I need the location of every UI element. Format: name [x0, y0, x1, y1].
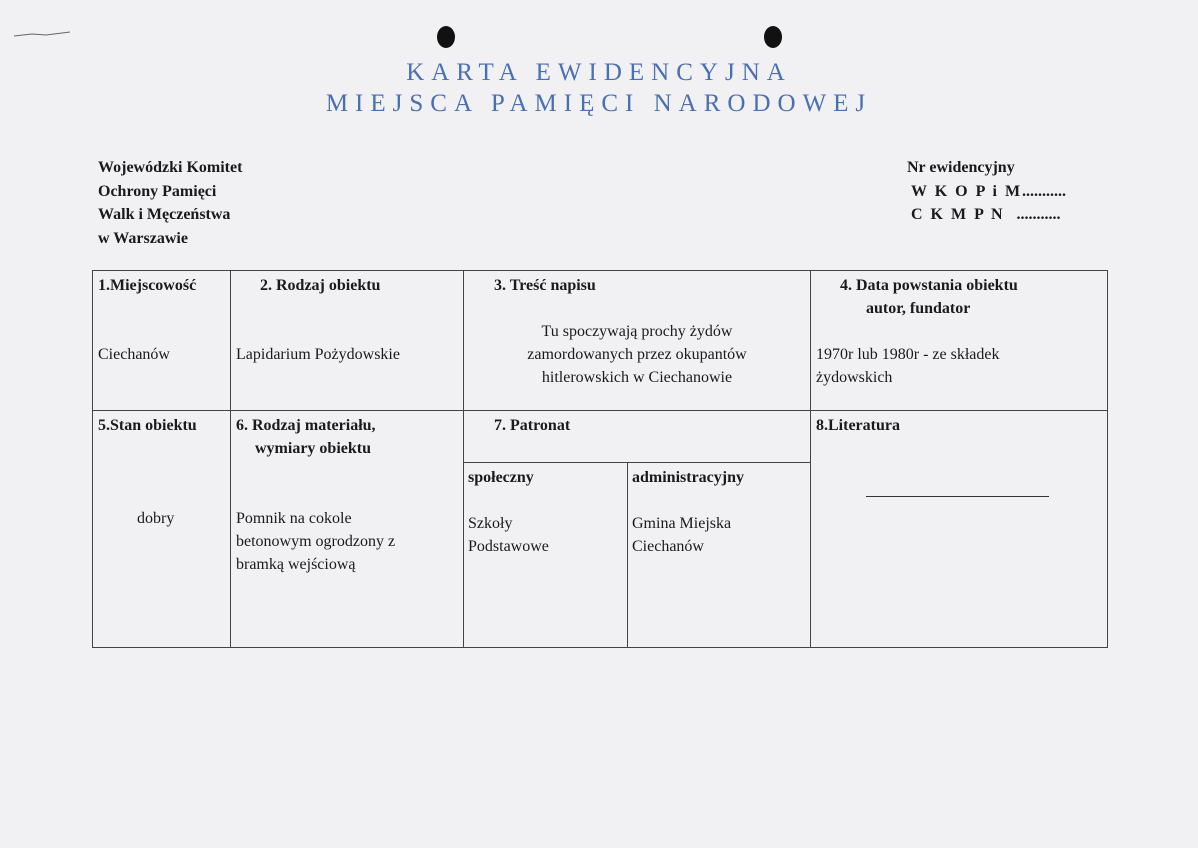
col7-social-value-line: Podstawowe: [468, 538, 549, 555]
col7-admin-value-line: Ciechanów: [632, 538, 704, 555]
table-divider: [463, 462, 810, 463]
col7-header: 7. Patronat: [494, 417, 571, 434]
table-divider: [810, 271, 811, 647]
punch-hole-right: [764, 26, 782, 48]
registry-ckmpn: [907, 203, 1066, 227]
scan-mark: [12, 30, 72, 38]
col5-header: 5.Stan obiektu: [98, 417, 197, 434]
punch-hole-left: [437, 26, 455, 48]
organization-line: Walk i Męczeństwa: [98, 206, 231, 223]
col8-header: 8.Literatura: [816, 417, 900, 434]
col6-value: [236, 507, 395, 576]
col4-value-line: żydowskich: [816, 369, 893, 386]
col7-social-value: [468, 512, 549, 558]
registry-wkopim: [907, 180, 1066, 204]
table-divider: [230, 271, 231, 647]
col4-value-line: 1970r lub 1980r - ze składek: [816, 346, 1000, 363]
organization-block: [98, 156, 242, 250]
col7-social-header: społeczny: [468, 469, 534, 486]
col6-header-line: wymiary obiektu: [255, 440, 371, 457]
col1-value: Ciechanów: [98, 346, 170, 363]
col6-value-line: Pomnik na cokole: [236, 510, 352, 527]
col4-header: [840, 274, 1018, 320]
literature-blank-line: [866, 496, 1049, 497]
col5-value: dobry: [137, 510, 175, 527]
col3-value-line: zamordowanych przez okupantów: [527, 346, 747, 363]
col7-admin-value: [632, 512, 731, 558]
registry-number-block: [907, 156, 1066, 227]
col2-header: 2. Rodzaj obiektu: [260, 277, 381, 294]
col6-header: [236, 414, 376, 460]
registry-code-wkopim: W K O P i M: [911, 182, 1023, 200]
col4-value: [816, 343, 1000, 389]
registry-dots-wkopim: ...........: [1022, 182, 1067, 200]
registry-dots-ckmpn: ...........: [1016, 206, 1061, 223]
col6-value-line: bramką wejściową: [236, 556, 356, 573]
document-title-line2: MIEJSCA PAMIĘCI NARODOWEJ: [325, 90, 873, 117]
col6-value-line: betonowym ogrodzony z: [236, 533, 396, 550]
col3-value-line: hitlerowskich w Ciechanowie: [541, 369, 733, 386]
document-title-line1: KARTA EWIDENCYJNA: [406, 59, 792, 86]
table-divider: [93, 410, 1107, 411]
table-divider: [627, 462, 628, 647]
organization-line: Ochrony Pamięci: [98, 182, 217, 200]
organization-line: Wojewódzki Komitet: [98, 159, 243, 176]
col3-value: [464, 320, 810, 389]
col1-header: 1.Miejscowość: [98, 277, 197, 294]
col6-header-line: 6. Rodzaj materiału,: [236, 417, 376, 434]
col3-value-line: Tu spoczywają prochy żydów: [541, 323, 733, 340]
col3-header: 3. Treść napisu: [494, 277, 596, 294]
col4-header-line: 4. Data powstania obiektu: [840, 277, 1018, 294]
col2-value: Lapidarium Pożydowskie: [236, 346, 400, 363]
col7-admin-header: administracyjny: [632, 469, 744, 486]
registry-label: Nr ewidencyjny: [907, 159, 1015, 176]
col7-admin-value-line: Gmina Miejska: [632, 515, 732, 532]
col4-header-line: autor, fundator: [866, 300, 971, 317]
registry-code-ckmpn: C K M P N: [911, 206, 1005, 223]
col7-social-value-line: Szkoły: [468, 515, 513, 532]
organization-line: w Warszawie: [98, 229, 188, 247]
